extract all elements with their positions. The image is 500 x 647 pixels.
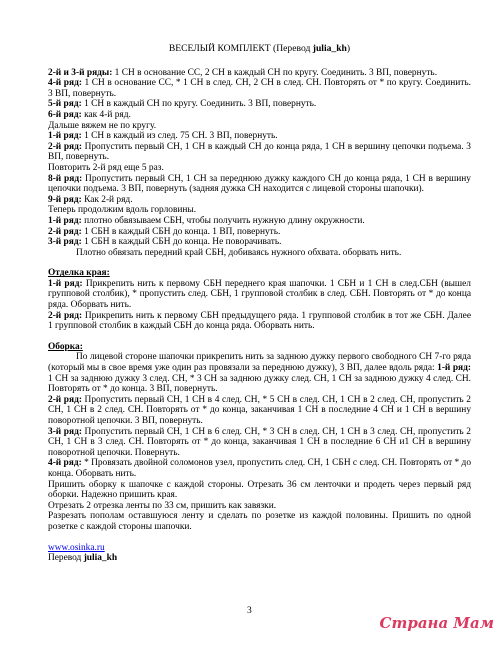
frill-heading: Оборка: (48, 341, 83, 352)
row-paragraph: 4-й ряд: * Провязать двойной соломонов узел, пропустить след. СН, 1 СБН с след. СН. Повторять от * до конца. Оборвать нить. (48, 458, 472, 479)
row-paragraph: 8-й ряд: Пропустить первый СН, 1 СН за переднюю дужку каждого СН до конца ряда, 1 СН в вершину цепочки подъема. 3 ВП, повернуть (задняя дужка СН находится с лицевой стороны шапочки). (48, 173, 471, 195)
row-paragraph: По лицевой стороне шапочки прикрепить нить за заднюю дужку первого свободного СН 7-го ряда (который мы в свое время уже один раз провязали за переднюю дужку), 3 ВП, далее вдоль ряда: 1-й ряд: 1 СН за заднюю дужку 3 след. СН, * 3 СН за заднюю дужку след. СН, 1 СН за заднюю дужку 4 след. СН. Повторять от * до конца. 3 ВП, повернуть. (48, 352, 471, 395)
title-suffix: ) (346, 43, 351, 54)
row-paragraph: 4-й ряд: 1 СН в основание СС, * 1 СН в след. СН, 2 СН в след. СН. Повторять от * по кругу. Соединить. 3 ВП, повернуть. (48, 78, 471, 99)
watermark-text: Страна Мам (379, 614, 494, 632)
row-paragraph: 5-й ряд: 1 СН в каждый СН по кругу. Соединить. 3 ВП, повернуть. (48, 99, 317, 110)
row-paragraph: 1-й ряд: Прикрепить нить к первому СБН переднего края шапочки. 1 СБН и 1 СН в след.СБН (вышел групповой столбик), * пропустить след. СБН, 1 групповой столбик в след. СБН. Повторять от * до конца ряда. Оборвать нить. (48, 278, 471, 311)
row-paragraph: 3-й ряд: 1 СБН в каждый СБН до конца. Не поворачивать. (48, 237, 282, 248)
row-paragraph: 1-й ряд: плотно обвязываем СБН, чтобы получить нужную длину окружности. (48, 215, 365, 226)
row-paragraph: 2-й ряд: Прикрепить нить к первому СБН предыдущего ряда. 1 групповой столбик в тот же СБН. Далее 1 групповой столбик в каждый СБН до конца ряда. Оборвать нить. (48, 310, 471, 332)
row-paragraph: Пришить оборку к шапочке с каждой стороны. Отрезать 36 см ленточки и продеть через первый ряд оборки. Надежно пришить края. (48, 479, 471, 501)
row-paragraph: Дальше вяжем не по кругу. (48, 120, 157, 131)
site-link-line (48, 543, 471, 554)
site-link[interactable]: www.osinka.ru (48, 542, 105, 553)
row-paragraph: Разрезать пополам оставшуюся ленту и сделать по розетке из каждой половины. Пришить по одной розетке с каждой стороны шапочки. (48, 511, 471, 532)
document-page (48, 44, 471, 564)
page-number: 3 (247, 605, 252, 616)
title-text: ВЕСЕЛЫЙ КОМПЛЕКТ (Перевод (168, 43, 313, 54)
row-paragraph: 6-й ряд: как 4-й ряд. (48, 109, 131, 120)
credit-line: Перевод julia_kh (48, 553, 118, 564)
edge-heading: Отделка края: (48, 268, 110, 279)
row-paragraph: Теперь продолжим вдоль горловины. (48, 205, 197, 216)
row-paragraph: Отрезать 2 отрезка ленты по 33 см, пришить как завязки. (48, 500, 277, 511)
row-paragraph: 1-й ряд: 1 СН в каждый из след. 75 СН. 3 ВП, повернуть. (48, 131, 278, 142)
watermark (368, 614, 498, 644)
row-paragraph: Плотно обвязать передний край СБН, добиваясь нужного обхвата. оборвать нить. (76, 247, 402, 258)
row-paragraph: 2-й ряд: Пропустить первый СН, 1 СН в каждый СН до конца ряда, 1 СН в вершину цепочки подъема. 3 ВП, повернуть. (48, 141, 471, 163)
row-paragraph: 2-й ряд: Пропустить первый СН, 1 СН в 4 след. СН, * 5 СН в след. СН, 1 СН в 2 след. СН, пропустить 2 СН, 1 СН в 2 след. СН. Повторять от * до конца, заканчивая 1 СН в последние 4 СН и 1 СН в вершину поворотной цепочки. 3 ВП, повернуть. (48, 394, 471, 426)
rows-part1 (48, 68, 471, 259)
row-paragraph: 2-й и 3-й ряды: 1 СН в основание СС, 2 СН в каждый СН по кругу. Соединить. 3 ВП, повернуть. (48, 67, 438, 78)
page-title (48, 44, 471, 55)
row-paragraph: 3-й ряд: Пропустить первый СН, 1 СН в 6 след. СН, * 3 СН в след. СН, 1 СН в 3 след. СН, пропустить 2 СН, 1 СН в 3 след. СН. Повторять от * до конца, заканчивая 1 СН в последние 6 СН и1 СН в вершину поворотной цепочки. Повернуть. (48, 426, 471, 458)
row-paragraph: Повторить 2-й ряд еще 5 раз. (48, 162, 164, 173)
row-paragraph: 2-й ряд: 1 СБН в каждый СБН до конца. 1 ВП, повернуть. (48, 226, 281, 237)
credit-author: julia_kh (83, 553, 118, 564)
title-author: julia_kh (312, 43, 347, 54)
row-paragraph: 9-й ряд: Как 2-й ряд. (48, 194, 133, 205)
